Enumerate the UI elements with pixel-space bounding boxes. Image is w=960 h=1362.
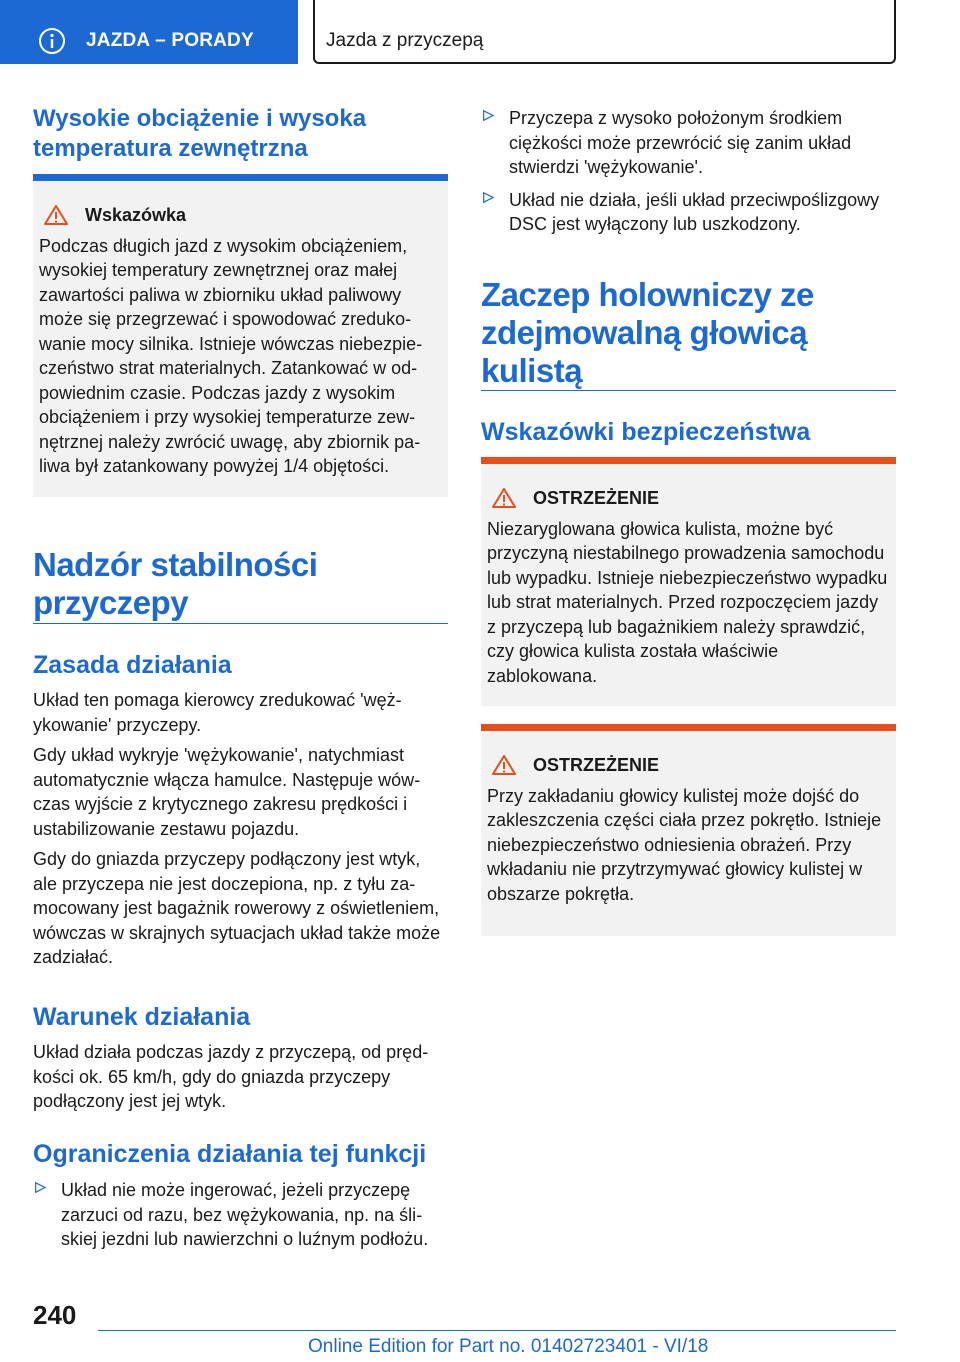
list-item [481,106,896,180]
note-box [33,174,448,497]
triangle-right-icon [481,188,509,206]
page-number: 240 [33,1300,77,1330]
list-item [481,188,896,237]
limits-list-continued [481,106,896,245]
warning-text: Przy zakładaniu głowicy kulistej może dojść do zakleszczenia części ciała przez pokrętło. Istnieje niebezpieczeństwo odniesienia obrażeń. Przy wkładaniu nie przytrzymywać głowicy kulistej w obszarze pokrętła. [487,785,882,904]
chapter-rule [33,623,448,624]
warning-box [481,457,896,706]
list-item-text: Układ nie może ingerować, jeżeli przyczepę zarzuci od razu, bez wężykowania, np. na śliskiej jezdni lub nawierzchni o luźnym podłożu. [61,1180,429,1249]
subsection-title-condition: Warunek działania [33,1003,251,1031]
chapter-title-trailer-stability: Nadzór stabilności przyczepy [33,546,318,621]
limits-list [33,1178,448,1260]
warning-header [487,486,888,511]
warning-triangle-icon [491,487,517,509]
paragraph: Gdy układ wykryje 'wężykowanie', natychmiast automatycznie włącza hamulce. Następuje wówczas wyjście z krytycznego zakresu prędkości i ustabilizowanie zestawu pojazdu. [33,745,421,839]
list-item-text: Przyczepa z wysoko położonym środkiem ciężkości może przewrócić się zanim układ stwierdzi 'wężykowanie'. [509,108,852,177]
triangle-right-icon [33,1178,61,1196]
list-item [33,1178,448,1252]
note-header [39,203,440,228]
header-section-label: JAZDA – PORADY [86,30,254,51]
warning-title: OSTRZEŻENIE [533,755,660,775]
info-icon [38,27,66,55]
header-topic-label: Jazda z przyczepą [326,30,484,51]
section-title-safety: Wskazówki bezpieczeństwa [481,418,811,446]
warning-triangle-icon [43,204,69,226]
footer-edition: Online Edition for Part no. 01402723401 - VI/18 [308,1336,709,1357]
subsection-title-limits: Ograniczenia działania tej funkcji [33,1140,427,1168]
section-title-high-load: Wysokie obciążenie i wysoka temperatura zewnętrzna [33,105,367,162]
principle-text [33,688,448,976]
subsection-title-principle: Zasada działania [33,651,232,679]
warning-triangle-icon [491,754,517,776]
chapter-rule [481,390,896,391]
paragraph: Układ ten pomaga kierowcy zredukować 'wężykowanie' przyczepy. [33,690,402,735]
warning-box [481,724,896,936]
footer-rule [98,1330,896,1331]
warning-text: Niezaryglowana głowica kulista, możne być przyczyną niestabilnego prowadzenia samochodu lub wypadku. Istnieje niebezpieczeństwo wypadku lub strat materialnych. Przed rozpoczęciem jazdy z przyczepą lub bagażnikiem należy sprawdzić, czy głowica kulista została właściwie zablokowana. [487,518,888,686]
note-title: Wskazówka [85,205,187,225]
warning-title: OSTRZEŻENIE [533,488,660,508]
condition-text: Układ działa podczas jazdy z przyczepą, od prędkości ok. 65 km/h, gdy do gniazda przyczepy podłączony jest jej wtyk. [33,1042,429,1111]
note-text: Podczas długich jazd z wysokim obciążeniem, wysokiej temperatury zewnętrznej oraz małej zawartości paliwa w zbiorniku układ paliwowy może się przegrzewać i spowodować zredukowanie mocy silnika. Istnieje wówczas niebezpieczeństwo strat materialnych. Zatankować w odpowiednim czasie. Podczas jazdy z wysokim obciążeniem i przy wysokiej temperaturze zewnętrznej należy zwrócić uwagę, aby zbiornik paliwa był zatankowany powyżej 1/4 objętości. [39,235,423,476]
list-item-text: Układ nie działa, jeśli układ przeciwpoślizgowy DSC jest wyłączony lub uszkodzony. [509,189,880,234]
triangle-right-icon [481,106,509,124]
paragraph: Gdy do gniazda przyczepy podłączony jest wtyk, ale przyczepa nie jest doczepiona, np. z tyłu zamocowany jest bagażnik rowerowy z oświetleniem, wówczas w skrajnych sytuacjach układ także może zadziałać. [33,849,441,967]
warning-header [487,753,888,778]
chapter-title-tow-hitch: Zaczep holowniczy ze zdejmowalną głowicą kulistą [481,276,814,389]
